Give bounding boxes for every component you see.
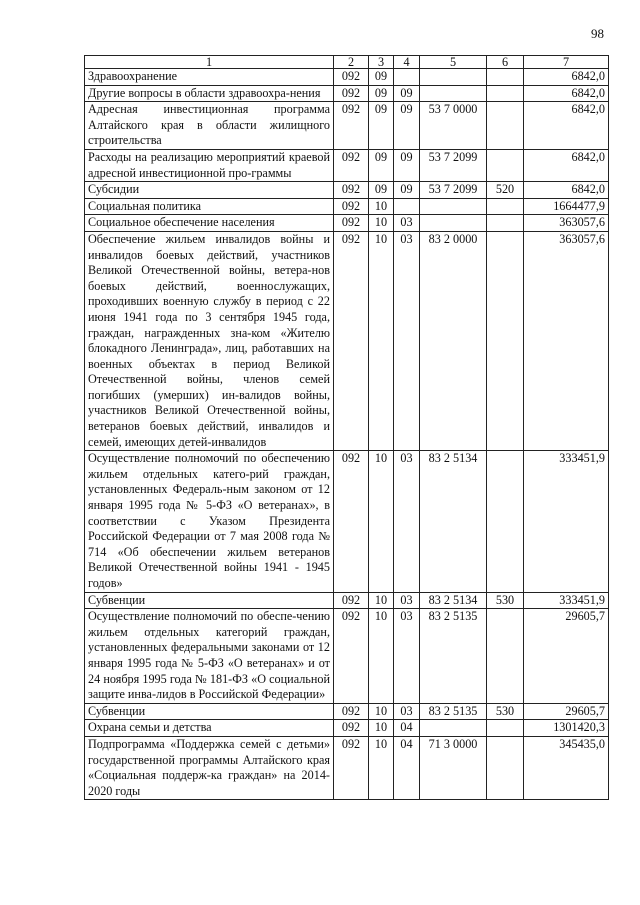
cell-col5: 53 7 2099 <box>420 149 487 181</box>
cell-col4: 09 <box>394 149 420 181</box>
cell-col5 <box>420 198 487 215</box>
cell-col6 <box>487 85 524 102</box>
cell-col2: 092 <box>334 69 369 86</box>
cell-col4: 03 <box>394 592 420 609</box>
cell-name: Охрана семьи и детства <box>85 720 334 737</box>
cell-name: Другие вопросы в области здравоохра-нения <box>85 85 334 102</box>
cell-col4 <box>394 69 420 86</box>
cell-col3: 09 <box>369 182 394 199</box>
cell-col4 <box>394 198 420 215</box>
column-header: 7 <box>524 56 609 69</box>
cell-col5: 83 2 0000 <box>420 231 487 450</box>
cell-amount: 6842,0 <box>524 182 609 199</box>
cell-amount: 1664477,9 <box>524 198 609 215</box>
cell-col3: 10 <box>369 609 394 704</box>
column-header: 2 <box>334 56 369 69</box>
cell-col4: 03 <box>394 609 420 704</box>
cell-col2: 092 <box>334 231 369 450</box>
column-header: 3 <box>369 56 394 69</box>
cell-col2: 092 <box>334 720 369 737</box>
cell-name: Подпрограмма «Поддержка семей с детьми» государственной программы Алтайского края «Социальная поддерж-ка граждан» на 2014-2020 годы <box>85 736 334 799</box>
cell-col6 <box>487 451 524 592</box>
cell-col6: 520 <box>487 182 524 199</box>
cell-col5 <box>420 720 487 737</box>
cell-col6 <box>487 198 524 215</box>
cell-col6 <box>487 720 524 737</box>
cell-name: Субсидии <box>85 182 334 199</box>
cell-col3: 10 <box>369 231 394 450</box>
table-row <box>85 102 609 150</box>
cell-col4: 04 <box>394 736 420 799</box>
cell-col3: 10 <box>369 736 394 799</box>
cell-name: Адресная инвестиционная программа Алтайского края в области жилищного строительства <box>85 102 334 150</box>
cell-col3: 10 <box>369 592 394 609</box>
cell-col2: 092 <box>334 609 369 704</box>
table-row <box>85 736 609 799</box>
cell-col3: 09 <box>369 102 394 150</box>
cell-name: Осуществление полномочий по обеспе-чению жильем отдельных категорий граждан, установленных федеральными законами от 12 января 1995 года № 5-ФЗ «О ветеранах» и от 24 ноября 1995 года № 181-ФЗ «О социальной защите инва-лидов в Российской Федерации» <box>85 609 334 704</box>
cell-name: Осуществление полномочий по обеспечению жильем отдельных катего-рий граждан, установленных Федераль-ным законом от 12 января 1995 года № 5-ФЗ «О ветеранах», в соответствии с Указом Президента Российской Федерации от 7 мая 2008 года № 714 «Об обеспечении жильем ветеранов Великой Отечественной войны 1941 - 1945 годов» <box>85 451 334 592</box>
cell-amount: 333451,9 <box>524 592 609 609</box>
cell-name: Субвенции <box>85 592 334 609</box>
cell-col4: 03 <box>394 703 420 720</box>
cell-name: Социальная политика <box>85 198 334 215</box>
cell-col6: 530 <box>487 592 524 609</box>
cell-amount: 6842,0 <box>524 149 609 181</box>
cell-col6: 530 <box>487 703 524 720</box>
cell-amount: 363057,6 <box>524 231 609 450</box>
cell-amount: 333451,9 <box>524 451 609 592</box>
table-row <box>85 198 609 215</box>
cell-col2: 092 <box>334 149 369 181</box>
cell-col6 <box>487 149 524 181</box>
cell-amount: 345435,0 <box>524 736 609 799</box>
cell-col5 <box>420 85 487 102</box>
column-header: 6 <box>487 56 524 69</box>
table-row <box>85 215 609 232</box>
cell-col2: 092 <box>334 182 369 199</box>
cell-col3: 10 <box>369 451 394 592</box>
cell-col6 <box>487 609 524 704</box>
cell-name: Обеспечение жильем инвалидов войны и инвалидов боевых действий, участников Великой Отечественной войны, ветера-нов боевых действий, военнослужащих, проходивших военную службу в период с 22 июня 1941 года по 3 сентября 1945 года, граждан, награжденных зна-ком «Жителю блокадного Ленинграда», лиц, работавших на военных объектах в период Великой Отечественной войны, членов семей погибших (умерших) ин-валидов войны, участников Великой Отечественной войны, ветеранов боевых действий, инвалидов и семей, имеющих детей-инвалидов <box>85 231 334 450</box>
cell-col5: 53 7 0000 <box>420 102 487 150</box>
cell-col5: 83 2 5134 <box>420 592 487 609</box>
cell-col4: 03 <box>394 231 420 450</box>
table-row <box>85 231 609 450</box>
table-row <box>85 609 609 704</box>
cell-col3: 10 <box>369 198 394 215</box>
table-row <box>85 720 609 737</box>
cell-col2: 092 <box>334 703 369 720</box>
cell-col3: 09 <box>369 69 394 86</box>
cell-col2: 092 <box>334 102 369 150</box>
cell-col3: 10 <box>369 215 394 232</box>
cell-col3: 09 <box>369 149 394 181</box>
table-row <box>85 69 609 86</box>
cell-amount: 29605,7 <box>524 703 609 720</box>
cell-col6 <box>487 215 524 232</box>
cell-col3: 10 <box>369 720 394 737</box>
column-header: 4 <box>394 56 420 69</box>
cell-col5: 53 7 2099 <box>420 182 487 199</box>
table-row <box>85 592 609 609</box>
cell-col2: 092 <box>334 215 369 232</box>
table-row <box>85 451 609 592</box>
cell-col4: 03 <box>394 451 420 592</box>
table-row <box>85 703 609 720</box>
cell-col4: 09 <box>394 182 420 199</box>
budget-table <box>84 55 609 800</box>
cell-col2: 092 <box>334 736 369 799</box>
cell-col5: 83 2 5135 <box>420 609 487 704</box>
cell-col6 <box>487 231 524 450</box>
cell-col6 <box>487 736 524 799</box>
cell-col5 <box>420 69 487 86</box>
column-header: 5 <box>420 56 487 69</box>
cell-col6 <box>487 102 524 150</box>
cell-col2: 092 <box>334 592 369 609</box>
cell-col5 <box>420 215 487 232</box>
table-row <box>85 85 609 102</box>
cell-col4: 09 <box>394 102 420 150</box>
table-header-row <box>85 56 609 69</box>
cell-col5: 71 3 0000 <box>420 736 487 799</box>
cell-amount: 1301420,3 <box>524 720 609 737</box>
table-row <box>85 182 609 199</box>
cell-col5: 83 2 5134 <box>420 451 487 592</box>
cell-col6 <box>487 69 524 86</box>
table-row <box>85 149 609 181</box>
page-number: 98 <box>591 26 604 41</box>
cell-amount: 29605,7 <box>524 609 609 704</box>
cell-amount: 6842,0 <box>524 85 609 102</box>
cell-col4: 03 <box>394 215 420 232</box>
cell-amount: 6842,0 <box>524 102 609 150</box>
cell-col2: 092 <box>334 198 369 215</box>
cell-col5: 83 2 5135 <box>420 703 487 720</box>
cell-col4: 09 <box>394 85 420 102</box>
cell-name: Субвенции <box>85 703 334 720</box>
column-header: 1 <box>85 56 334 69</box>
cell-name: Здравоохранение <box>85 69 334 86</box>
cell-amount: 6842,0 <box>524 69 609 86</box>
cell-name: Социальное обеспечение населения <box>85 215 334 232</box>
cell-col3: 10 <box>369 703 394 720</box>
cell-col3: 09 <box>369 85 394 102</box>
cell-col2: 092 <box>334 451 369 592</box>
cell-col4: 04 <box>394 720 420 737</box>
cell-amount: 363057,6 <box>524 215 609 232</box>
cell-name: Расходы на реализацию мероприятий краевой адресной инвестиционной про-граммы <box>85 149 334 181</box>
cell-col2: 092 <box>334 85 369 102</box>
